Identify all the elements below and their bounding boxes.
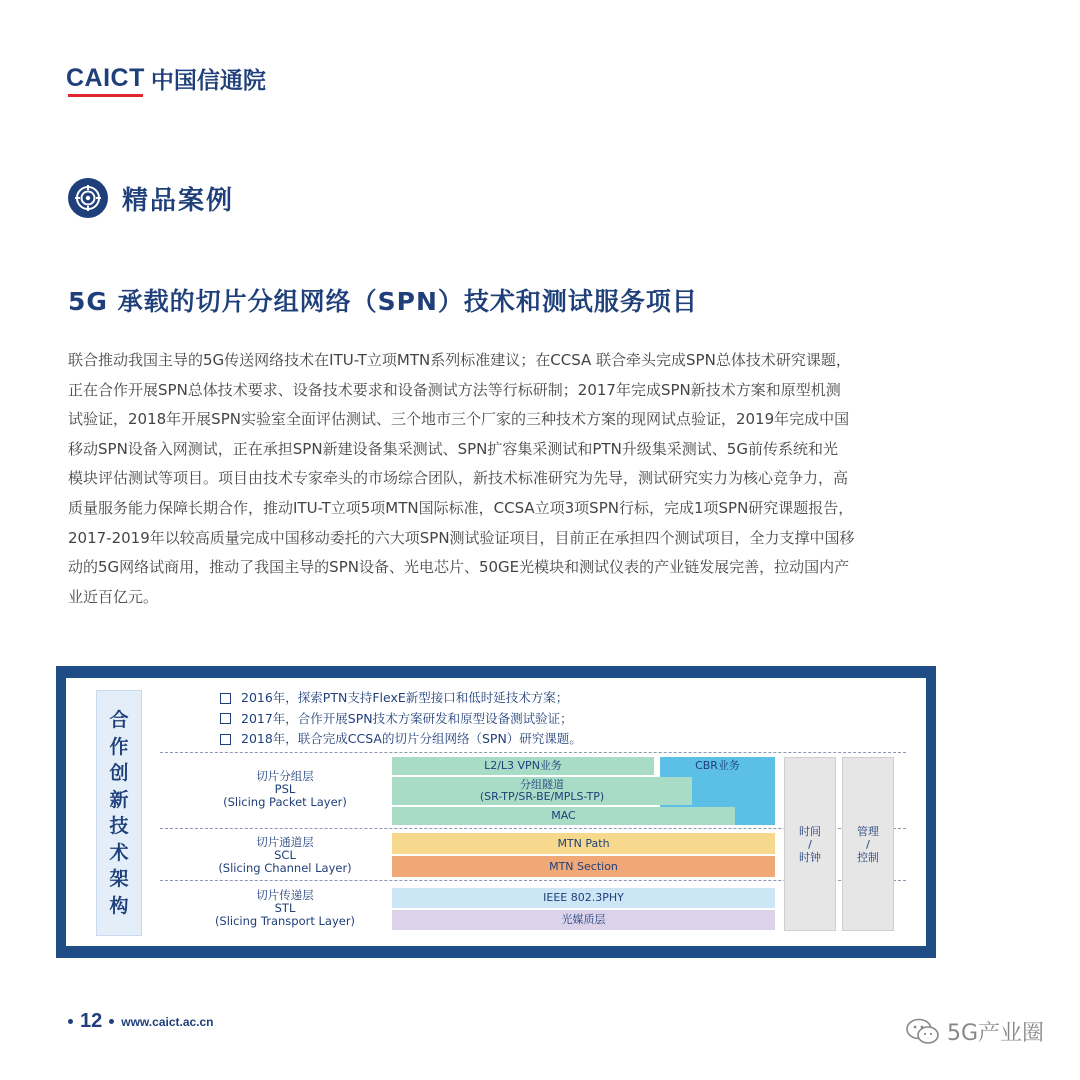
vertical-char: 创 [109, 762, 129, 784]
milestone-list [220, 688, 582, 750]
footer-url: www.caict.ac.cn [121, 1014, 214, 1029]
checkbox-icon [220, 713, 231, 724]
logo-text-en: CAICT [66, 64, 145, 93]
layer-label-scl: 切片通道层 SCL (Slicing Channel Layer) [218, 835, 352, 875]
body-line: 联合推动我国主导的5G传送网络技术在ITU-T立项MTN系列标准建议；在CCSA 联合牵头完成SPN总体技术研究课题， [68, 351, 851, 369]
page-number: 12 [80, 1010, 103, 1032]
layer-label-stl: 切片传递层 STL (Slicing Transport Layer) [214, 888, 356, 928]
block-packet-tunnel: 分组隧道 (SR-TP/SR-BE/MPLS-TP) [392, 777, 692, 805]
layer-label-psl: 切片分组层 PSL (Slicing Packet Layer) [223, 769, 347, 809]
article-body [68, 346, 930, 612]
body-line: 质量服务能力保障长期合作，推动ITU-T立项5项MTN国际标准，CCSA立项3项SPN行标，完成1项SPN研究课题报告， [68, 498, 854, 517]
vertical-char: 合 [109, 709, 129, 731]
bullet-dot [68, 1019, 73, 1024]
body-line: 正在合作开展SPN总体技术要求、设备技术要求和设备测试方法等行标研制；2017年完成SPN新技术方案和原型机测 [68, 380, 841, 399]
logo-text-cn: 中国信通院 [150, 68, 266, 94]
body-line: 模块评估测试等项目。项目由技术专家牵头的市场综合团队，新技术标准研究为先导，测试研究实力为核心竞争力，高 [68, 469, 849, 488]
body-line: 试验证，2018年开展SPN实验室全面评估测试、三个地市三个厂家的三种技术方案的现网试点验证，2019年完成中国 [68, 410, 850, 429]
body-line: 2017-2019年以较高质量完成中国移动委托的六大项SPN测试验证项目，目前正在承担四个测试项目，全力支撑中国移 [68, 528, 855, 547]
watermark [905, 1016, 1044, 1047]
body-line: 移动SPN设备入网测试，正在承担SPN新建设备集采测试、SPN扩容集采测试和PTN升级集采测试、5G前传系统和光 [68, 439, 838, 458]
side-time-clock: 时间 / 时钟 [784, 757, 836, 931]
checkbox-icon [220, 693, 231, 704]
block-optical-medium: 光媒质层 [392, 910, 775, 930]
layer-divider [160, 752, 906, 753]
figure-vertical-label [96, 690, 142, 936]
section-title: 精品案例 [122, 185, 235, 216]
page-footer [68, 1010, 214, 1033]
block-mac: MAC [392, 807, 735, 825]
vertical-char: 技 [109, 815, 129, 837]
block-mtn-path: MTN Path [392, 833, 775, 854]
caict-logo [66, 62, 266, 95]
body-line: 业近百亿元。 [68, 587, 159, 606]
target-icon [68, 178, 108, 218]
block-cbr-service: CBR业务 [660, 757, 775, 825]
block-ieee-phy: IEEE 802.3PHY [392, 888, 775, 908]
vertical-char: 架 [109, 868, 129, 890]
wechat-icon [905, 1018, 941, 1046]
vertical-char: 新 [109, 788, 129, 811]
body-line: 动的5G网络试商用，推动了我国主导的SPN设备、光电芯片、50GE光模块和测试仪表的产业链发展完善，拉动国内产 [68, 558, 850, 577]
vertical-char: 术 [109, 841, 129, 864]
milestone-item: 2017年，合作开展SPN技术方案研发和原型设备测试验证； [220, 709, 582, 730]
checkbox-icon [220, 734, 231, 745]
watermark-text: 5G产业圈 [946, 1021, 1044, 1046]
milestone-item: 2016年，探索PTN支持FlexE新型接口和低时延技术方案； [220, 688, 582, 709]
vertical-char: 构 [109, 894, 129, 917]
side-management-control: 管理 / 控制 [842, 757, 894, 931]
bullet-dot [109, 1019, 114, 1024]
block-l2l3-vpn: L2/L3 VPN业务 [392, 757, 654, 775]
vertical-char: 作 [109, 735, 129, 758]
article-title: 5G 承载的切片分组网络（SPN）技术和测试服务项目 [68, 287, 698, 316]
section-heading [68, 178, 234, 218]
milestone-item: 2018年，联合完成CCSA的切片分组网络（SPN）研究课题。 [220, 729, 582, 750]
block-mtn-section: MTN Section [392, 856, 775, 877]
